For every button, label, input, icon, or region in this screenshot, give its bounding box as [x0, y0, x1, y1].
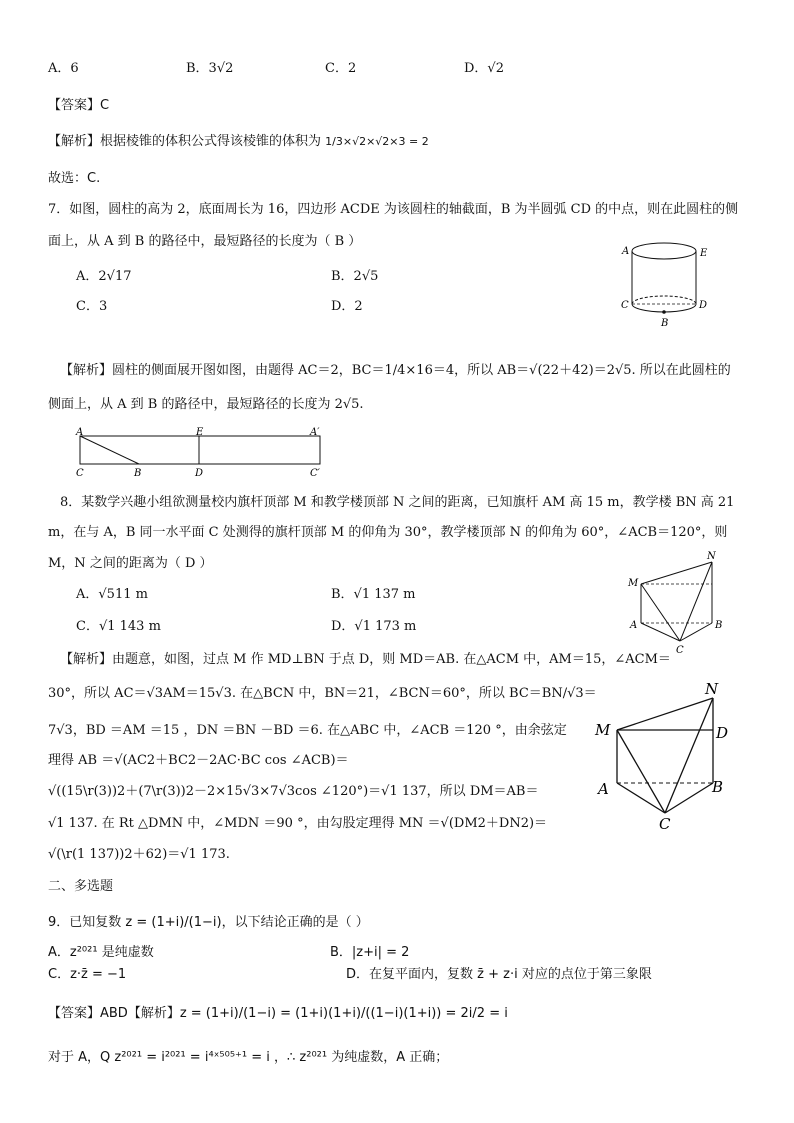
- q8-large-figure: [595, 680, 755, 833]
- q8-analysis-line5: √((15\r(3))2＋(7\r(3))2－2×15√3×7√3cos ∠120°)＝√1 137，所以 DM＝AB＝: [48, 784, 539, 799]
- q6-option-c: C．2: [325, 61, 357, 76]
- q9-option-d: D．在复平面内，复数 z̄ + z·i 对应的点位于第三象限: [346, 967, 652, 982]
- q6-formula: 1/3×√2×√2×3 = 2: [325, 135, 429, 148]
- cyl-label-d: D: [699, 300, 708, 311]
- large-label-c: C: [659, 815, 671, 833]
- small-label-c: C: [676, 645, 684, 656]
- q8-option-b: B．√1 137 m: [331, 587, 416, 602]
- q8-analysis-line1: 【解析】由题意，如图，过点 M 作 MD⊥BN 于点 D，则 MD＝AB. 在△ACM 中，AM＝15，∠ACM＝: [60, 652, 671, 667]
- rect-label-a2: A′: [310, 427, 320, 438]
- q6-option-a: A．6: [48, 61, 79, 76]
- q8-analysis-line4: 理得 AB ＝√(AC2＋BC2－2AC·BC cos ∠ACB)＝: [48, 753, 349, 768]
- large-label-n: N: [705, 680, 719, 698]
- q8-option-d: D．√1 173 m: [331, 619, 417, 634]
- q8-option-c: C．√1 143 m: [76, 619, 161, 634]
- q6-option-d: D．√2: [464, 61, 504, 76]
- q9-answer: 【答案】ABD【解析】z = (1+i)/(1−i) = (1+i)(1+i)/((1−i)(1+i)) = 2i/2 = i: [48, 1006, 508, 1021]
- q9-stem: 9．已知复数 z = (1+i)/(1−i)，以下结论正确的是（ ）: [48, 915, 369, 930]
- q6-answer: 【答案】C: [48, 98, 110, 113]
- q6-option-b: B．3√2: [186, 61, 234, 76]
- rect-label-c2: C′: [310, 468, 320, 479]
- q8-stem-line1: 8．某数学兴趣小组欲测量校内旗杆顶部 M 和教学楼顶部 N 之间的距离，已知旗杆 AM 高 15 m，教学楼 BN 高 21: [60, 495, 735, 510]
- q9-option-c: C．z·z̄ = −1: [48, 967, 127, 982]
- rect-label-e: E: [196, 427, 204, 438]
- small-label-n: N: [707, 551, 716, 562]
- q7-option-b: B．2√5: [331, 269, 379, 284]
- small-label-m: M: [628, 578, 639, 589]
- cyl-label-c: C: [621, 300, 629, 311]
- q7-option-a: A．2√17: [76, 269, 132, 284]
- q8-small-figure: [625, 550, 735, 656]
- q7-analysis-line2: 侧面上，从 A 到 B 的路径中，最短路径的长度为 2√5.: [48, 397, 364, 412]
- q9-option-b: B．|z+i| = 2: [330, 945, 410, 960]
- section-title: 二、多选题: [48, 879, 114, 894]
- large-label-a: A: [598, 780, 609, 798]
- small-label-a: A: [630, 620, 638, 631]
- q8-analysis-line6: √1 137. 在 Rt △DMN 中，∠MDN ＝90 °，由勾股定理得 MN ＝√(DM2＋DN2)＝: [48, 816, 548, 831]
- q6-conclusion: 故选：C.: [48, 171, 101, 186]
- rect-label-b: B: [134, 468, 142, 479]
- q7-stem-line1: 7．如图，圆柱的高为 2，底面周长为 16，四边形 ACDE 为该圆柱的轴截面，B 为半圆弧 CD 的中点，则在此圆柱的侧: [48, 202, 739, 217]
- q8-stem-line2: m，在与 A，B 同一水平面 C 处测得的旗杆顶部 M 的仰角为 30°，教学楼顶部 N 的仰角为 60°，∠ACB＝120°，则: [48, 525, 728, 540]
- q8-analysis-line2: 30°，所以 AC＝√3AM＝15√3. 在△BCN 中，BN＝21，∠BCN＝60°，所以 BC＝BN/√3＝: [48, 686, 597, 701]
- cyl-label-b: B: [661, 318, 669, 329]
- q8-analysis-line3: 7√3，BD ＝AM ＝15 ，DN ＝BN －BD ＝6. 在△ABC 中，∠ACB ＝120 °，由余弦定: [48, 723, 567, 738]
- q6-analysis-text: 【解析】根据棱锥的体积公式得该棱锥的体积为: [48, 134, 322, 149]
- large-label-d: D: [716, 724, 729, 742]
- large-label-m: M: [595, 721, 611, 739]
- q9-option-a: A．z²⁰²¹ 是纯虚数: [48, 945, 154, 960]
- cyl-label-e: E: [700, 248, 708, 259]
- q7-option-c: C．3: [76, 299, 108, 314]
- cyl-label-a: A: [622, 246, 630, 257]
- rect-label-a: A: [76, 427, 84, 438]
- q6-analysis: [48, 133, 429, 151]
- q9-for-a: 对于 A，Q z²⁰²¹ = i²⁰²¹ = i⁴ˣ⁵⁰⁵⁺¹ = i ，∴ z²⁰²¹ 为纯虚数，A 正确；: [48, 1050, 449, 1065]
- q7-stem-line2: 面上，从 A 到 B 的路径中，最短路径的长度为（ B ）: [48, 234, 362, 249]
- q7-option-d: D．2: [331, 299, 363, 314]
- large-label-b: B: [712, 778, 724, 796]
- q7-analysis-line1: 【解析】圆柱的侧面展开图如图，由题得 AC＝2，BC＝1/4×16＝4，所以 AB＝√(22＋42)＝2√5. 所以在此圆柱的: [60, 363, 731, 378]
- q8-analysis-line7: √(\r(1 137))2＋62)＝√1 173.: [48, 847, 230, 862]
- rect-label-c: C: [76, 468, 84, 479]
- q8-option-a: A．√511 m: [76, 587, 148, 602]
- small-label-b: B: [715, 620, 723, 631]
- q8-stem-line3: M，N 之间的距离为（ D ）: [48, 556, 213, 571]
- unfold-figure: [75, 426, 335, 479]
- rect-label-d: D: [195, 468, 204, 479]
- cylinder-figure: [620, 240, 710, 330]
